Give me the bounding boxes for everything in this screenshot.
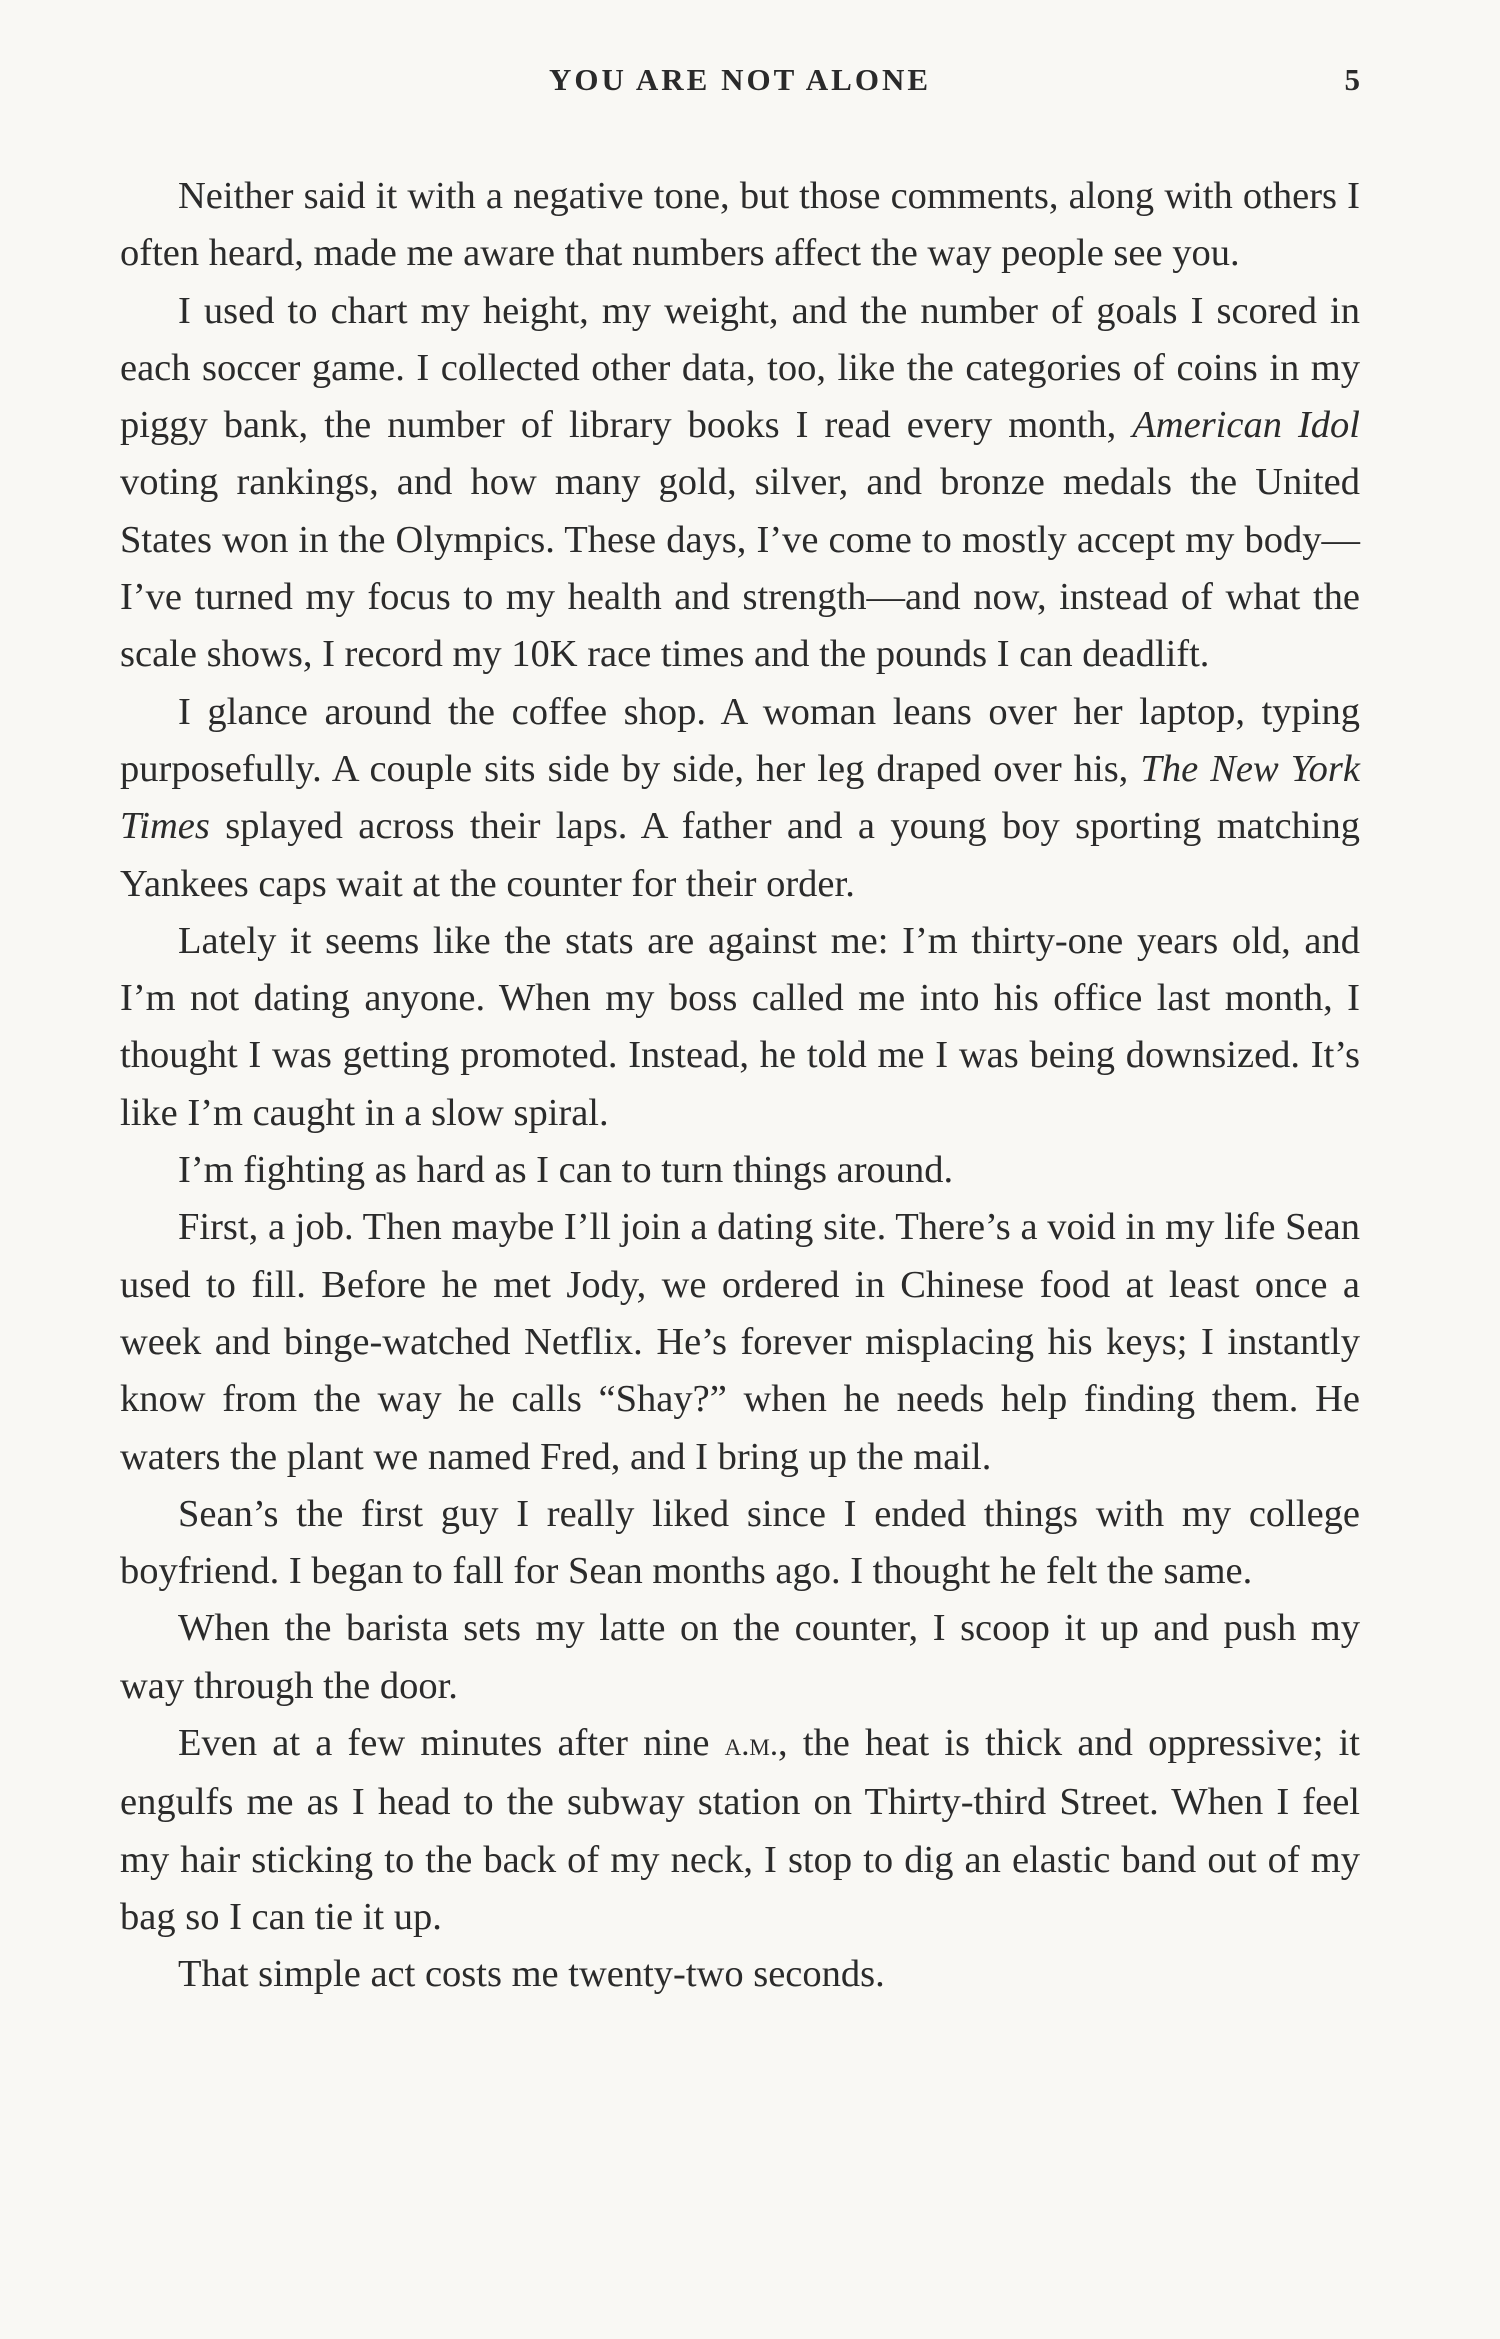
paragraph [120, 1600, 1360, 1715]
paragraph-text: , the heat is thick and oppressive; it engulfs me as I head to the subway station on Thirty-third Street. When I feel my hair sticking to the back of my neck, I stop to dig an elastic band out of my bag so I can tie it up. [120, 1722, 1361, 1938]
paragraph [120, 1946, 1360, 2003]
paragraph-text: I’m fighting as hard as I can to turn things around. [178, 1149, 954, 1192]
paragraph-text: Sean’s the first guy I really liked since I ended things with my college boyfriend. I began to fall for Sean months ago. I thought he felt the same. [120, 1492, 1360, 1593]
paragraph [120, 684, 1360, 913]
paragraph [120, 913, 1360, 1142]
paragraph-text: splayed across their laps. A father and a young boy sporting matching Yankees caps wait at the counter for their order. [120, 805, 1360, 905]
running-head [120, 62, 1360, 112]
paragraph-text: First, a job. Then maybe I’ll join a dating site. There’s a void in my life Sean used to fill. Before he met Jody, we ordered in Chinese food at least once a week and binge-watched Netflix. He’s forever misplacing his keys; I instantly know from the way he calls “Shay?” when he needs help finding them. He waters the plant we named Fred, and I bring up the mail. [120, 1206, 1360, 1478]
paragraph-text: Even at a few minutes after nine [178, 1722, 725, 1765]
italic-title: American Idol [1132, 404, 1360, 447]
running-head-title: YOU ARE NOT ALONE [548, 62, 932, 97]
paragraph [120, 168, 1360, 283]
paragraph-text: Neither said it with a negative tone, but those comments, along with others I often heard, made me aware that numbers affect the way people see you. [120, 175, 1360, 275]
page-number: 5 [1344, 62, 1360, 97]
paragraph [120, 1199, 1360, 1485]
paragraph [120, 283, 1360, 684]
small-caps-time: a.m. [724, 1727, 779, 1764]
paragraph [120, 1142, 1360, 1199]
paragraph-text: I glance around the coffee shop. A woman leans over her laptop, typing purposefully. A couple sits side by side, her leg draped over his, [120, 690, 1360, 790]
paragraph [120, 1486, 1360, 1601]
paragraph-text: That simple act costs me twenty-two seconds. [178, 1953, 885, 1996]
paragraph-text: Lately it seems like the stats are against me: I’m thirty-one years old, and I’m not dating anyone. When my boss called me into his office last month, I thought I was getting promoted. Instead, he told me I was being downsized. It’s like I’m caught in a slow spiral. [120, 919, 1360, 1134]
paragraph-text: voting rankings, and how many gold, silver, and bronze medals the United States won in the Olympics. These days, I’ve come to mostly accept my body—I’ve turned my focus to my health and strength—and now, instead of what the scale shows, I record my 10K race times and the pounds I can deadlift. [120, 461, 1360, 676]
paragraph-text: When the barista sets my latte on the counter, I scoop it up and push my way through the door. [120, 1607, 1360, 1707]
body-text [120, 168, 1360, 2004]
paragraph [120, 1715, 1360, 1946]
paragraph-text: I used to chart my height, my weight, and the number of goals I scored in each soccer game. I collected other data, too, like the categories of coins in my piggy bank, the number of library books I read every month, [120, 289, 1360, 447]
italic-title: The New York Times [120, 747, 1360, 848]
